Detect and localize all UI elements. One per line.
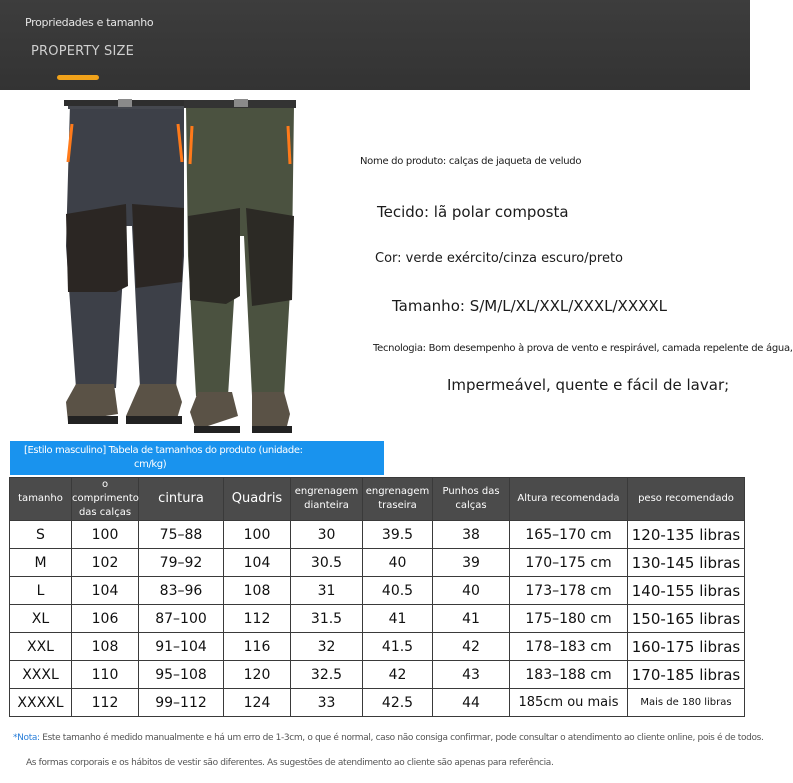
table-cell: XXL (10, 633, 72, 661)
table-cell: 30 (291, 521, 363, 549)
table-cell: 170-185 libras (628, 661, 745, 689)
table-cell: 40.5 (363, 577, 433, 605)
color-text: Cor: verde exército/cinza escuro/preto (375, 251, 623, 266)
table-cell: 102 (72, 549, 139, 577)
grey-pants-figure (64, 99, 188, 424)
table-cell: XL (10, 605, 72, 633)
table-row (10, 577, 745, 605)
table-cell: 91–104 (139, 633, 224, 661)
table-cell: 42.5 (363, 689, 433, 717)
table-cell: 39.5 (363, 521, 433, 549)
green-pants-figure (184, 99, 296, 433)
banner-line-2: cm/kg) (134, 459, 167, 470)
table-cell: 32.5 (291, 661, 363, 689)
header-accent-bar (57, 75, 99, 80)
table-row (10, 633, 745, 661)
table-cell: 99–112 (139, 689, 224, 717)
technology-text-2: Impermeável, quente e fácil de lavar; (447, 376, 730, 394)
table-cell: 178–183 cm (510, 633, 628, 661)
header-waist: cintura (139, 478, 224, 521)
table-cell: 41 (433, 605, 510, 633)
table-cell: 110 (72, 661, 139, 689)
table-cell: 112 (224, 605, 291, 633)
table-row (10, 605, 745, 633)
table-cell: 106 (72, 605, 139, 633)
size-table (9, 477, 745, 717)
note-label: *Nota: (13, 733, 40, 743)
table-cell: 39 (433, 549, 510, 577)
size-table-banner (10, 441, 384, 475)
table-header-row (10, 478, 745, 521)
table-cell: 30.5 (291, 549, 363, 577)
table-cell: 31.5 (291, 605, 363, 633)
table-cell: 160-175 libras (628, 633, 745, 661)
table-cell: 43 (433, 661, 510, 689)
note-line-1 (13, 733, 764, 743)
table-row (10, 549, 745, 577)
table-row (10, 521, 745, 549)
header-size: tamanho (10, 478, 72, 521)
pants-photo (56, 96, 301, 441)
table-cell: 108 (224, 577, 291, 605)
table-cell: 95–108 (139, 661, 224, 689)
table-cell: S (10, 521, 72, 549)
table-cell: 170–175 cm (510, 549, 628, 577)
fabric-text: Tecido: lã polar composta (377, 203, 569, 221)
table-cell: 112 (72, 689, 139, 717)
table-cell: 120-135 libras (628, 521, 745, 549)
note-text-1: Este tamanho é medido manualmente e há um erro de 1-3cm, o que é normal, caso não consiga confirmar, pode consultar o atendimento ao cliente online, pois é de todos. (39, 733, 764, 743)
table-cell: 31 (291, 577, 363, 605)
table-row (10, 689, 745, 717)
table-cell: 175–180 cm (510, 605, 628, 633)
technology-text: Tecnologia: Bom desempenho à prova de vento e respirável, camada repelente de água, (373, 343, 793, 354)
table-cell: 42 (363, 661, 433, 689)
table-cell: 150-165 libras (628, 605, 745, 633)
table-cell: 32 (291, 633, 363, 661)
table-cell: 120 (224, 661, 291, 689)
size-list-text: Tamanho: S/M/L/XL/XXL/XXXL/XXXXL (392, 297, 668, 315)
table-cell: 104 (72, 577, 139, 605)
table-cell: 42 (433, 633, 510, 661)
table-cell: 124 (224, 689, 291, 717)
table-cell: 100 (72, 521, 139, 549)
table-cell: 108 (72, 633, 139, 661)
product-name-text: Nome do produto: calças de jaqueta de veludo (360, 156, 582, 167)
table-cell: 100 (224, 521, 291, 549)
table-cell: 87–100 (139, 605, 224, 633)
table-cell: 130-145 libras (628, 549, 745, 577)
table-cell: 75–88 (139, 521, 224, 549)
header-length: o comprimento das calças (72, 478, 139, 521)
table-cell: XXXXL (10, 689, 72, 717)
table-body (10, 521, 745, 717)
table-row (10, 661, 745, 689)
table-cell: XXXL (10, 661, 72, 689)
table-cell: 33 (291, 689, 363, 717)
table-cell: 40 (433, 577, 510, 605)
header-back-rise: engrenagem traseira (363, 478, 433, 521)
table-cell: 41.5 (363, 633, 433, 661)
table-cell: 165–170 cm (510, 521, 628, 549)
header-title: PROPERTY SIZE (31, 44, 135, 59)
header-subtitle: Propriedades e tamanho (25, 16, 154, 29)
table-cell: 173–178 cm (510, 577, 628, 605)
table-cell: M (10, 549, 72, 577)
header-cuff: Punhos das calças (433, 478, 510, 521)
table-cell: 41 (363, 605, 433, 633)
table-cell: 116 (224, 633, 291, 661)
table-cell: 83–96 (139, 577, 224, 605)
table-cell: 183–188 cm (510, 661, 628, 689)
table-cell: 79–92 (139, 549, 224, 577)
header-hips: Quadris (224, 478, 291, 521)
table-cell: 104 (224, 549, 291, 577)
header-front-rise: engrenagem dianteira (291, 478, 363, 521)
table-cell: 140-155 libras (628, 577, 745, 605)
table-cell: 38 (433, 521, 510, 549)
table-cell: L (10, 577, 72, 605)
banner-line-1: [Estilo masculino] Tabela de tamanhos do produto (unidade: (24, 445, 303, 456)
header-weight: peso recomendado (628, 478, 745, 521)
header-height: Altura recomendada (510, 478, 628, 521)
table-cell: 44 (433, 689, 510, 717)
table-cell: Mais de 180 libras (628, 689, 745, 717)
table-cell: 40 (363, 549, 433, 577)
note-line-2: As formas corporais e os hábitos de vestir são diferentes. As sugestões de atendimento ao cliente são apenas para referência. (26, 758, 554, 768)
table-cell: 185cm ou mais (510, 689, 628, 717)
header-banner (0, 0, 750, 90)
